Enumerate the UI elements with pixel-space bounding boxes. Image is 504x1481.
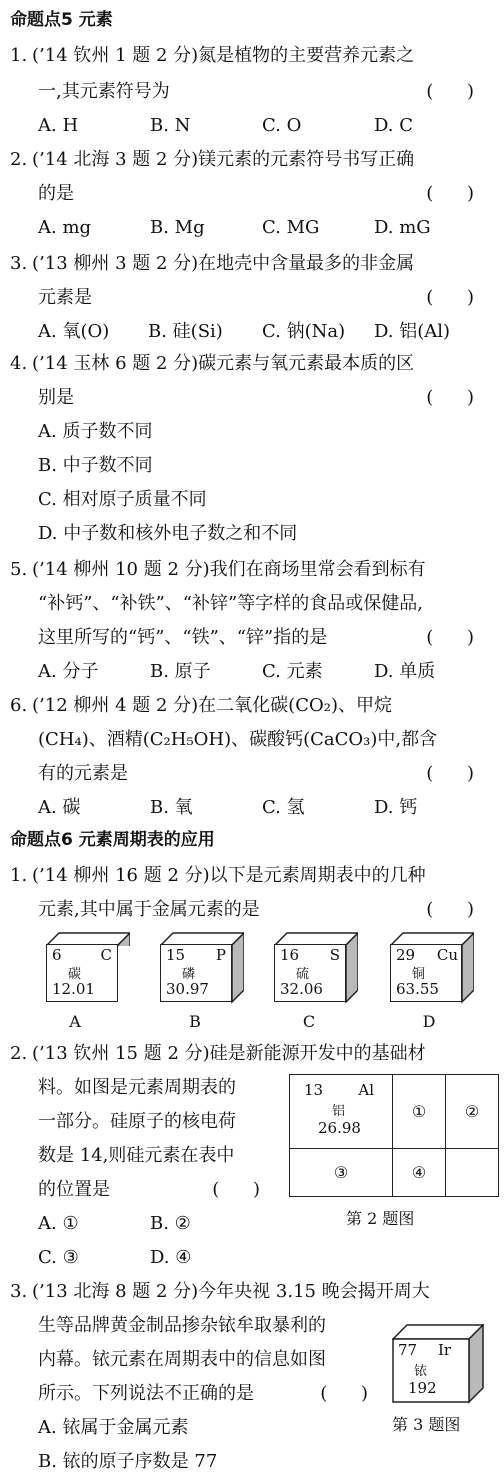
option-d: D. 钙 [374, 797, 418, 818]
tile-mass: 63.55 [396, 980, 439, 998]
element-tile-cu [390, 932, 474, 1004]
option-b: B. 铱的原子序数是 77 [38, 1451, 218, 1472]
option-c: C. ③ [38, 1247, 79, 1268]
element-tile-c [46, 932, 130, 1004]
question-3-line-1: 3. (’13 柳州 3 题 2 分)在地壳中含量最多的非金属 [10, 253, 415, 274]
option-b: B. Mg [150, 217, 205, 238]
question-5-line-1: 5. (’14 柳州 10 题 2 分)我们在商场里常会看到标有 [10, 559, 426, 580]
option-b: B. N [150, 115, 191, 136]
answer-blank: ( ) [426, 387, 488, 408]
cell-name: 铝 [332, 1104, 346, 1119]
periodic-table-fragment [289, 1074, 499, 1197]
tile-number: 77 [398, 1341, 418, 1359]
question-6-line-1: 6. (’12 柳州 4 题 2 分)在二氧化碳(CO₂)、甲烷 [10, 695, 392, 716]
question-6-line-2: (CH₄)、酒精(C₂H₅OH)、碳酸钙(CaCO₃)中,都含 [38, 729, 438, 750]
tile-symbol: P [215, 946, 226, 964]
s6-question-1-line-1: 1. (’14 柳州 16 题 2 分)以下是元素周期表中的几种 [10, 865, 426, 886]
answer-blank: ( ) [426, 899, 488, 920]
option-a: A. 铱属于金属元素 [38, 1417, 189, 1438]
option-d: D. mG [374, 217, 431, 238]
option-a: A. H [38, 115, 79, 136]
tile-mass: 192 [408, 1379, 437, 1397]
figure-caption-2: 第 2 题图 [346, 1209, 415, 1228]
s6-question-3-line-3: 内幕。铱元素在周期表中的信息如图 [38, 1349, 326, 1370]
s6-question-3-line-2: 生等品牌黄金制品掺杂铱牟取暴利的 [38, 1315, 326, 1336]
question-5-line-2: “补钙”、“补铁”、“补锌”等字样的食品或保健品, [38, 593, 423, 614]
option-d: D. 中子数和核外电子数之和不同 [38, 523, 298, 544]
option-b: B. 原子 [150, 661, 211, 682]
option-d: D. ④ [150, 1247, 192, 1268]
option-b: B. ② [150, 1213, 191, 1234]
question-4-line-2: 别是 [38, 387, 74, 408]
s6-question-2-line-4: 数是 14,则硅元素在表中 [38, 1145, 235, 1166]
option-a: A. 碳 [38, 797, 81, 818]
answer-blank: ( ) [426, 183, 488, 204]
s6-question-2-line-3: 一部分。硅原子的核电荷 [38, 1111, 236, 1132]
cell-number: 13 [304, 1081, 324, 1099]
s6-question-3-line-4: 所示。下列说法不正确的是 [38, 1383, 254, 1404]
s6-question-3-line-1: 3. (’13 北海 8 题 2 分)今年央视 3.15 晚会揭开周大 [10, 1281, 430, 1302]
answer-blank: ( ) [212, 1179, 274, 1200]
question-3-line-2: 元素是 [38, 287, 92, 308]
cell-2: ② [446, 1075, 499, 1149]
cell-mass: 26.98 [318, 1119, 361, 1137]
cell-al [290, 1075, 393, 1149]
figure-caption-3: 第 3 题图 [392, 1415, 461, 1434]
element-tile-ir [392, 1324, 484, 1404]
question-2-line-1: 2. (’14 北海 3 题 2 分)镁元素的元素符号书写正确 [10, 149, 415, 170]
option-c: C. 相对原子质量不同 [38, 489, 207, 510]
element-tile-p [160, 932, 244, 1004]
s6-question-1-line-2: 元素,其中属于金属元素的是 [38, 899, 260, 920]
option-a: A. 分子 [38, 661, 99, 682]
tile-name: 硫 [296, 967, 310, 982]
option-a: A. ① [38, 1213, 79, 1234]
tile-mass: 30.97 [166, 980, 209, 998]
tile-symbol: S [329, 946, 340, 964]
answer-blank: ( ) [426, 287, 488, 308]
tile-symbol: C [100, 946, 112, 964]
tile-label-b: B [189, 1012, 201, 1031]
cell-3: ③ [290, 1149, 393, 1197]
option-a: A. 质子数不同 [38, 421, 153, 442]
option-c: C. 元素 [262, 661, 323, 682]
question-4-line-1: 4. (’14 玉林 6 题 2 分)碳元素与氧元素最本质的区 [10, 353, 415, 374]
tile-symbol: Ir [438, 1341, 452, 1359]
answer-blank: ( ) [426, 763, 488, 784]
option-c: C. O [262, 115, 302, 136]
option-c: C. 钠(Na) [262, 321, 346, 342]
tile-label-d: D [422, 1012, 436, 1031]
option-d: D. 单质 [374, 661, 436, 682]
element-tile-s [274, 932, 358, 1004]
tile-label-a: A [69, 1012, 81, 1031]
option-d: D. C [374, 115, 414, 136]
s6-question-2-line-2: 料。如图是元素周期表的 [38, 1077, 236, 1098]
cell-4: ④ [393, 1149, 446, 1197]
tile-name: 碳 [68, 967, 82, 982]
cell-empty [446, 1149, 499, 1197]
question-6-line-3: 有的元素是 [38, 763, 128, 784]
option-c: C. 氢 [262, 797, 305, 818]
s6-question-2-line-5: 的位置是 [38, 1179, 110, 1200]
cell-symbol: Al [358, 1081, 374, 1099]
s6-question-2-line-1: 2. (’13 钦州 15 题 2 分)硅是新能源开发中的基础材 [10, 1043, 426, 1064]
option-b: B. 氧 [150, 797, 193, 818]
section-heading-6: 命题点6 元素周期表的应用 [10, 830, 215, 850]
cell-1: ① [393, 1075, 446, 1149]
option-b: B. 中子数不同 [38, 455, 153, 476]
question-5-line-3: 这里所写的“钙”、“铁”、“锌”指的是 [38, 627, 328, 648]
tile-symbol: Cu [436, 946, 458, 964]
tile-cube-shading [392, 1324, 484, 1404]
tile-number: 16 [280, 946, 300, 964]
answer-blank: ( ) [426, 81, 488, 102]
tile-name: 磷 [182, 967, 196, 982]
tile-number: 29 [396, 946, 416, 964]
answer-blank: ( ) [426, 627, 488, 648]
option-d: D. 铝(Al) [374, 321, 451, 342]
option-a: A. mg [38, 217, 92, 238]
tile-name: 铱 [414, 1364, 428, 1379]
tile-name: 铜 [412, 967, 426, 982]
section-heading-5: 命题点5 元素 [10, 10, 113, 30]
tile-mass: 12.01 [52, 980, 95, 998]
tile-label-c: C [302, 1012, 316, 1031]
option-b: B. 硅(Si) [148, 321, 223, 342]
option-a: A. 氧(O) [38, 321, 110, 342]
question-2-line-2: 的是 [38, 183, 74, 204]
question-1-line-2: 一,其元素符号为 [38, 81, 170, 102]
tile-mass: 32.06 [280, 980, 323, 998]
tile-number: 6 [52, 946, 62, 964]
answer-blank: ( ) [320, 1383, 382, 1404]
option-c: C. MG [262, 217, 320, 238]
question-1-line-1: 1. (’14 钦州 1 题 2 分)氮是植物的主要营养元素之 [10, 45, 415, 66]
tile-number: 15 [166, 946, 186, 964]
